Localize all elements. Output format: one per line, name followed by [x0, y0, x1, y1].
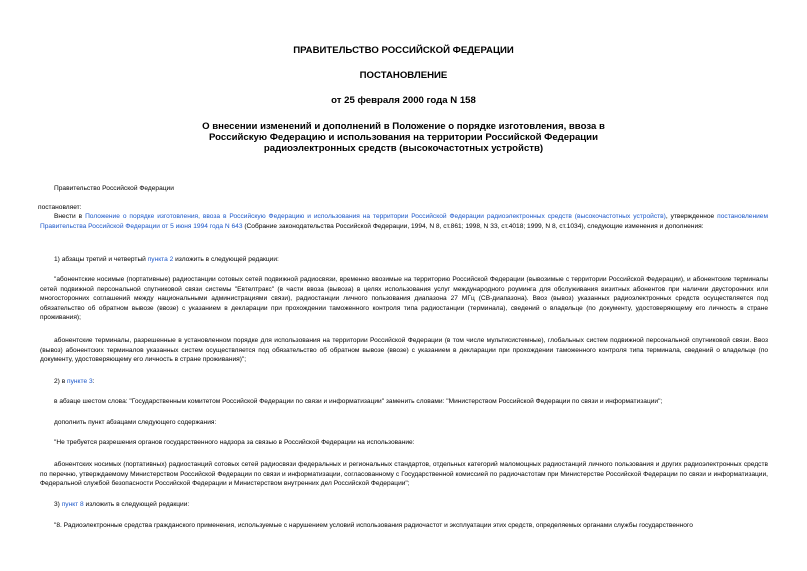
item-1-post: изложить в следующей редакции:: [173, 256, 279, 263]
item-3: [40, 500, 768, 510]
item-3-post: изложить в следующей редакции:: [83, 501, 190, 508]
quote-1: "абонентские носимые (портативные) радиостанции сотовых сетей подвижной радиосвязи, временно ввозимые на территорию Российской Федерации (вывозимые с территории Российской Федерации), и абонентские терминалы сетей подвижной персональной спутниковой связи системы "Евтелтракс" (в части ввоза (вывоза) в целях использования услуг международного роуминга для обслуживания визитных абонентов при наличии двусторонних или многосторонних соглашений между национальными администрациями связи), радиостанции личного пользования диапазона 27 МГц (СВ-диапазона). Ввоз (вывоз) указанных радиоэлектронных средств осуществляется под обязательство об обратном вывозе (ввозе) с указанием в декларации при прохождении таможенного контроля типа радиостанции (терминала), сведений о владельце (по документу, удостоверяющему его личность в стране проживания);: [40, 276, 768, 322]
doc-title: О внесении изменений и дополнений в Положение о порядке изготовления, ввоза в Российскую Федерацию и использования на территории Российской Федерации радиоэлектронных средств (высокочастотных устройств): [202, 121, 605, 154]
para-abzac: в абзаце шестом слова: "Государственным комитетом Российской Федерации по связи и информатизации" заменить словами: "Министерством Российской Федерации по связи и информатизации";: [54, 398, 663, 405]
issuer-heading: ПРАВИТЕЛЬСТВО РОССИЙСКОЙ ФЕДЕРАЦИИ: [293, 45, 514, 56]
quote-2: абонентские терминалы, разрешенные в установленном порядке для использования на территории Российской Федерации (в том числе мультисистемные), глобальных систем подвижной персональной спутниковой связи. Ввоз (вывоз) абонентских терминалов указанных систем осуществляется под обязательство об обратном вывозе (ввозе) с указанием в декларации при прохождении таможенного контроля типа терминала, сведений о владельце (по документу, удостоверяющему его личность в стране проживания)";: [40, 337, 768, 364]
vnesti-pre: Внести в: [54, 213, 86, 220]
doc-date-heading: от 25 февраля 2000 года N 158: [331, 95, 476, 106]
vnesti-post: (Собрание законодательства Российской Федерации, 1994, N 8, ст.861; 1998, N 33, ст.4018; 1999, N 8, ст.1034), следующие изменения и дополнения:: [242, 222, 704, 230]
item-2-post: :: [92, 378, 95, 385]
postanovlyaet-line: постановляет:: [38, 204, 82, 211]
item-1-pre: 1) абзацы третий и четвертый: [54, 256, 148, 263]
vnesti-mid: , утвержденное: [665, 213, 718, 220]
item-2: [40, 377, 768, 387]
doc-type-heading: ПОСТАНОВЛЕНИЕ: [359, 70, 448, 81]
punkt-8-link[interactable]: пункт 8: [61, 501, 84, 508]
item-3-pre: 3): [54, 501, 62, 508]
para-dopolnit: дополнить пункт абзацами следующего содержания:: [54, 419, 217, 426]
para-8: "8. Радиоэлектронные средства гражданского применения, используемые с нарушением условий использования радиочастот и эксплуатации этих средств, определяемых органами службы государственного: [54, 522, 693, 529]
para-abon: абонентских носимых (портативных) радиостанций сотовых сетей радиосвязи федеральных и региональных стандартов, отдельных категорий маломощных радиостанций личного пользования и других радиоэлектронных средств по перечню, утверждаемому Министерством Российской Федерации по связи и информатизации, согласованному с Государственной комиссией по радиочастотам при Министерстве Российской Федерации по связи и информатизации, Федеральной службой безопасности Российской Федерации и Министерством внутренних дел Российской Федерации";: [40, 461, 768, 488]
vnesti-paragraph: [40, 212, 768, 231]
para-ne-treb: "Не требуется разрешения органов государственного надзора за связью в Российской Федерации на использование:: [54, 439, 415, 446]
polozhenie-link[interactable]: Положение о порядке изготовления, ввоза в Российскую Федерацию и использования на территории Российской Федерации радиоэлектронных средств (высокочастотных устройств): [85, 213, 666, 220]
gov-line: Правительство Российской Федерации: [54, 185, 174, 192]
item-2-pre: 2) в: [54, 378, 68, 385]
punkt-3-link[interactable]: пункте 3: [67, 378, 93, 385]
punkt-2-link[interactable]: пункта 2: [147, 256, 174, 263]
postanovlenie-643-link[interactable]: постановлением Правительства Российской Федерации от 5 июня 1994 года N 643: [40, 213, 769, 230]
item-1: [40, 255, 768, 265]
